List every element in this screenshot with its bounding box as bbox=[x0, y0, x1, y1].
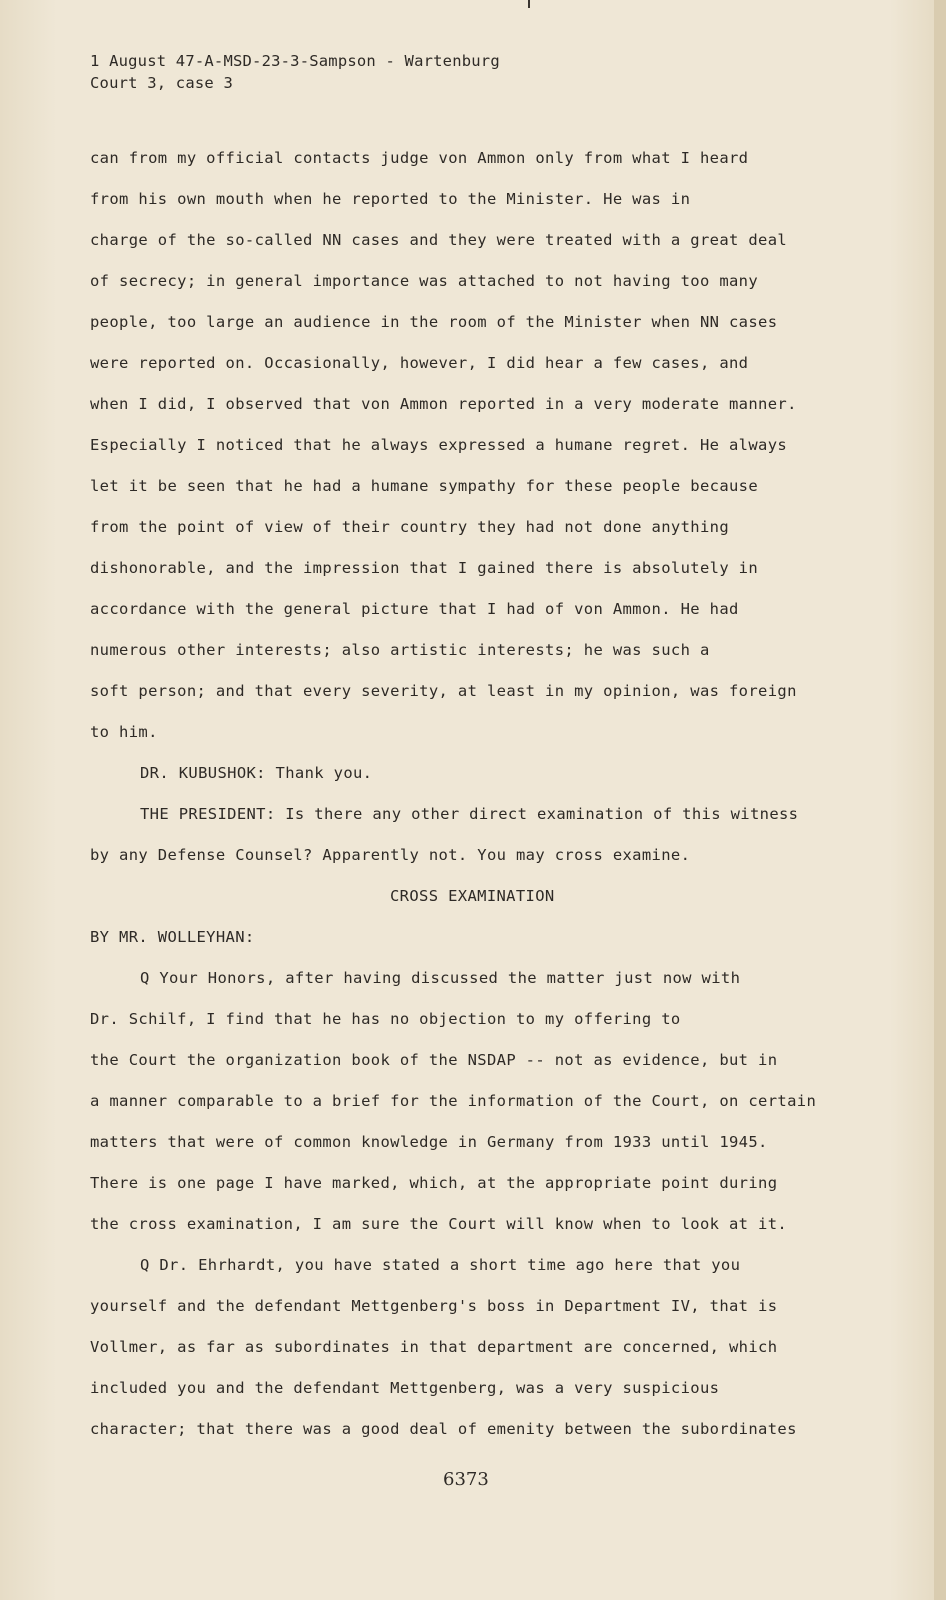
examiner-line: BY MR. WOLLEYHAN: bbox=[90, 928, 255, 946]
page-edge bbox=[934, 0, 946, 1600]
text-line: soft person; and that every severity, at least in my opinion, was foreign bbox=[90, 682, 797, 700]
text-line: from his own mouth when he reported to the Minister. He was in bbox=[90, 190, 691, 208]
text-line: from the point of view of their country they had not done anything bbox=[90, 518, 729, 536]
text-line: Dr. Schilf, I find that he has no objection to my offering to bbox=[90, 1010, 681, 1028]
text-line: Vollmer, as far as subordinates in that department are concerned, which bbox=[90, 1338, 778, 1356]
document-header bbox=[90, 50, 500, 94]
text-line: included you and the defendant Mettgenberg, was a very suspicious bbox=[90, 1379, 720, 1397]
text-line: There is one page I have marked, which, at the appropriate point during bbox=[90, 1174, 778, 1192]
text-line: can from my official contacts judge von Ammon only from what I heard bbox=[90, 149, 749, 167]
text-line: yourself and the defendant Mettgenberg's boss in Department IV, that is bbox=[90, 1297, 778, 1315]
text-line: when I did, I observed that von Ammon reported in a very moderate manner. bbox=[90, 395, 797, 413]
text-line: character; that there was a good deal of emenity between the subordinates bbox=[90, 1420, 797, 1438]
page-number: 6373 bbox=[443, 1469, 489, 1490]
text-line: by any Defense Counsel? Apparently not. You may cross examine. bbox=[90, 846, 691, 864]
header-line-2: Court 3, case 3 bbox=[90, 74, 233, 92]
header-line-1: 1 August 47-A-MSD-23-3-Sampson - Wartenburg bbox=[90, 52, 500, 70]
speaker-line: THE PRESIDENT: Is there any other direct examination of this witness bbox=[140, 805, 799, 823]
text-line: to him. bbox=[90, 723, 158, 741]
text-line: numerous other interests; also artistic interests; he was such a bbox=[90, 641, 710, 659]
text-line: charge of the so-called NN cases and they were treated with a great deal bbox=[90, 231, 788, 249]
text-line: the cross examination, I am sure the Court will know when to look at it. bbox=[90, 1215, 788, 1233]
text-line: people, too large an audience in the room of the Minister when NN cases bbox=[90, 313, 778, 331]
text-line: matters that were of common knowledge in Germany from 1933 until 1945. bbox=[90, 1133, 768, 1151]
text-line: were reported on. Occasionally, however, I did hear a few cases, and bbox=[90, 354, 749, 372]
speaker-line: DR. KUBUSHOK: Thank you. bbox=[140, 764, 373, 782]
top-tick-mark bbox=[528, 0, 530, 8]
question-line: Q Your Honors, after having discussed the matter just now with bbox=[140, 969, 741, 987]
section-heading: CROSS EXAMINATION bbox=[390, 887, 555, 905]
text-line: Especially I noticed that he always expressed a humane regret. He always bbox=[90, 436, 788, 454]
text-line: a manner comparable to a brief for the information of the Court, on certain bbox=[90, 1092, 817, 1110]
text-line: let it be seen that he had a humane sympathy for these people because bbox=[90, 477, 759, 495]
text-line: of secrecy; in general importance was attached to not having too many bbox=[90, 272, 759, 290]
text-line: the Court the organization book of the NSDAP -- not as evidence, but in bbox=[90, 1051, 778, 1069]
text-line: dishonorable, and the impression that I gained there is absolutely in bbox=[90, 559, 759, 577]
text-line: accordance with the general picture that I had of von Ammon. He had bbox=[90, 600, 739, 618]
question-line: Q Dr. Ehrhardt, you have stated a short time ago here that you bbox=[140, 1256, 741, 1274]
